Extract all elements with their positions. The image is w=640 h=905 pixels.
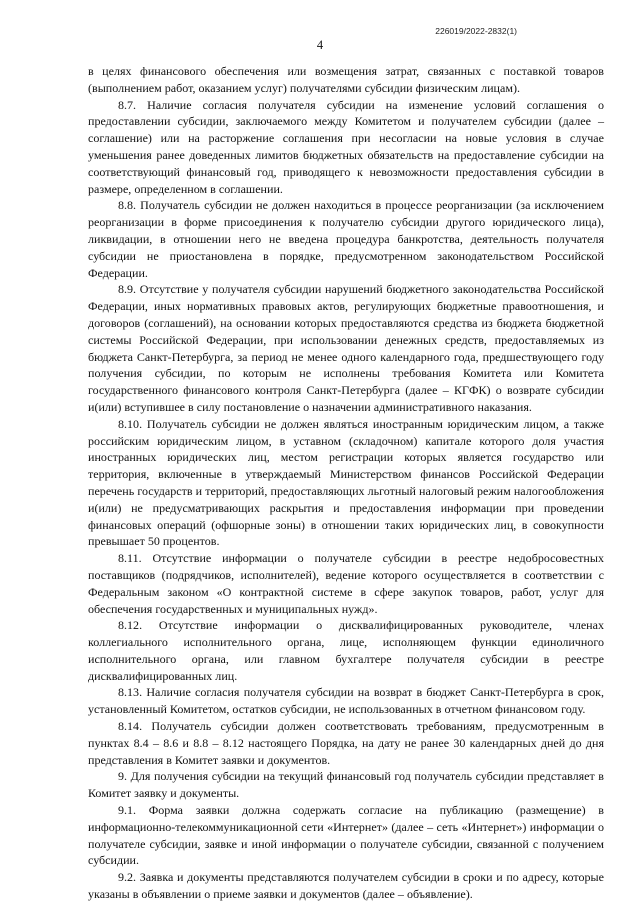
- document-registration-number: 226019/2022-2832(1): [435, 26, 517, 36]
- paragraph-8-13: 8.13. Наличие согласия получателя субсидии на возврат в бюджет Санкт-Петербурга в срок, установленный Комитетом, остатков субсидии, не использованных в отчетном финансовом году.: [88, 685, 604, 717]
- paragraph-8-10: 8.10. Получатель субсидии не должен являться иностранным юридическим лицом, а также российским юридическим лицом, в уставном (складочном) капитале которого доля участия иностранных юридических лиц, местом регистрации которых является государство или территория, включенные в утверждаемый Министерством финансов Российской Федерации перечень государств и территорий, предоставляющих льготный налоговый режим налогообложения и(или) не предусматривающих раскрытия и предоставления информации при проведении финансовых операций (офшорные зоны) в отношении таких юридических лиц, в совокупности превышает 50 процентов.: [88, 416, 604, 549]
- paragraph-continuation: в целях финансового обеспечения или возмещения затрат, связанных с поставкой товаров (выполнением работ, оказанием услуг) получателями субсидии физическим лицам).: [88, 64, 604, 95]
- paragraph-8-8: 8.8. Получатель субсидии не должен находиться в процессе реорганизации (за исключением реорганизации в форме присоединения к получателю субсидии другого юридического лица), ликвидации, в отношении него не введена процедура банкротства, деятельность получателя субсидии не приостановлена в порядке, предусмотренном законодательством Российской Федерации.: [88, 198, 604, 280]
- paragraph-8-9: 8.9. Отсутствие у получателя субсидии нарушений бюджетного законодательства Российской Федерации, иных нормативных правовых актов, регулирующих бюджетные правоотношения, и договоров (соглашений), на основании которых предоставляются средства из бюджета бюджетной системы Российской Федерации, при использовании денежных средств, предоставляемых из бюджета Санкт-Петербурга, за период не менее одного календарного года, предшествующего году получения субсидии, по которым не исполнены требования Комитета или Комитета государственного финансового контроля Санкт-Петербурга (далее – КГФК) о возврате субсидии и(или) вступившее в силу постановление о назначении административного наказания.: [88, 282, 604, 414]
- paragraph-8-14: 8.14. Получатель субсидии должен соответствовать требованиям, предусмотренным в пунктах 8.4 – 8.6 и 8.8 – 8.12 настоящего Порядка, на дату не ранее 30 календарных дней до дня представления в Комитет заявки и документов.: [88, 719, 604, 767]
- page-number: 4: [316, 38, 324, 52]
- paragraph-9-1: 9.1. Форма заявки должна содержать согласие на публикацию (размещение) в информационно-телекоммуникационной сети «Интернет» (далее – сеть «Интернет») информации о получателе субсидии, заявке и иной информации о получателе субсидии, связанной с получением субсидии.: [88, 803, 604, 868]
- paragraph-9: 9. Для получения субсидии на текущий финансовый год получатель субсидии представляет в Комитет заявку и документы.: [88, 769, 604, 801]
- paragraph-9-2: 9.2. Заявка и документы представляются получателем субсидии в сроки и по адресу, которые указаны в объявлении о приеме заявки и документов (далее – объявление).: [88, 870, 604, 902]
- document-body: [88, 63, 604, 903]
- paragraph-8-7: 8.7. Наличие согласия получателя субсидии на изменение условий соглашения о предоставлении субсидии, заключаемого между Комитетом и получателем субсидии (далее – соглашение) или на расторжение соглашения при несогласии на новые условия в случае уменьшения ранее доведенных лимитов бюджетных обязательств на предоставление субсидии на соответствующий финансовый год, приводящего к невозможности предоставления субсидии в размере, определенном в соглашении.: [88, 97, 604, 196]
- paragraph-8-12: 8.12. Отсутствие информации о дисквалифицированных руководителе, членах коллегиального исполнительного органа, лице, исполняющем функции единоличного исполнительного органа, или главном бухгалтере получателя субсидии в реестре дисквалифицированных лиц.: [88, 618, 604, 683]
- paragraph-8-11: 8.11. Отсутствие информации о получателе субсидии в реестре недобросовестных поставщиков (подрядчиков, исполнителей), ведение которого осуществляется в соответствии с Федеральным законом «О контрактной системе в сфере закупок товаров, работ, услуг для обеспечения государственных и муниципальных нужд».: [88, 551, 604, 616]
